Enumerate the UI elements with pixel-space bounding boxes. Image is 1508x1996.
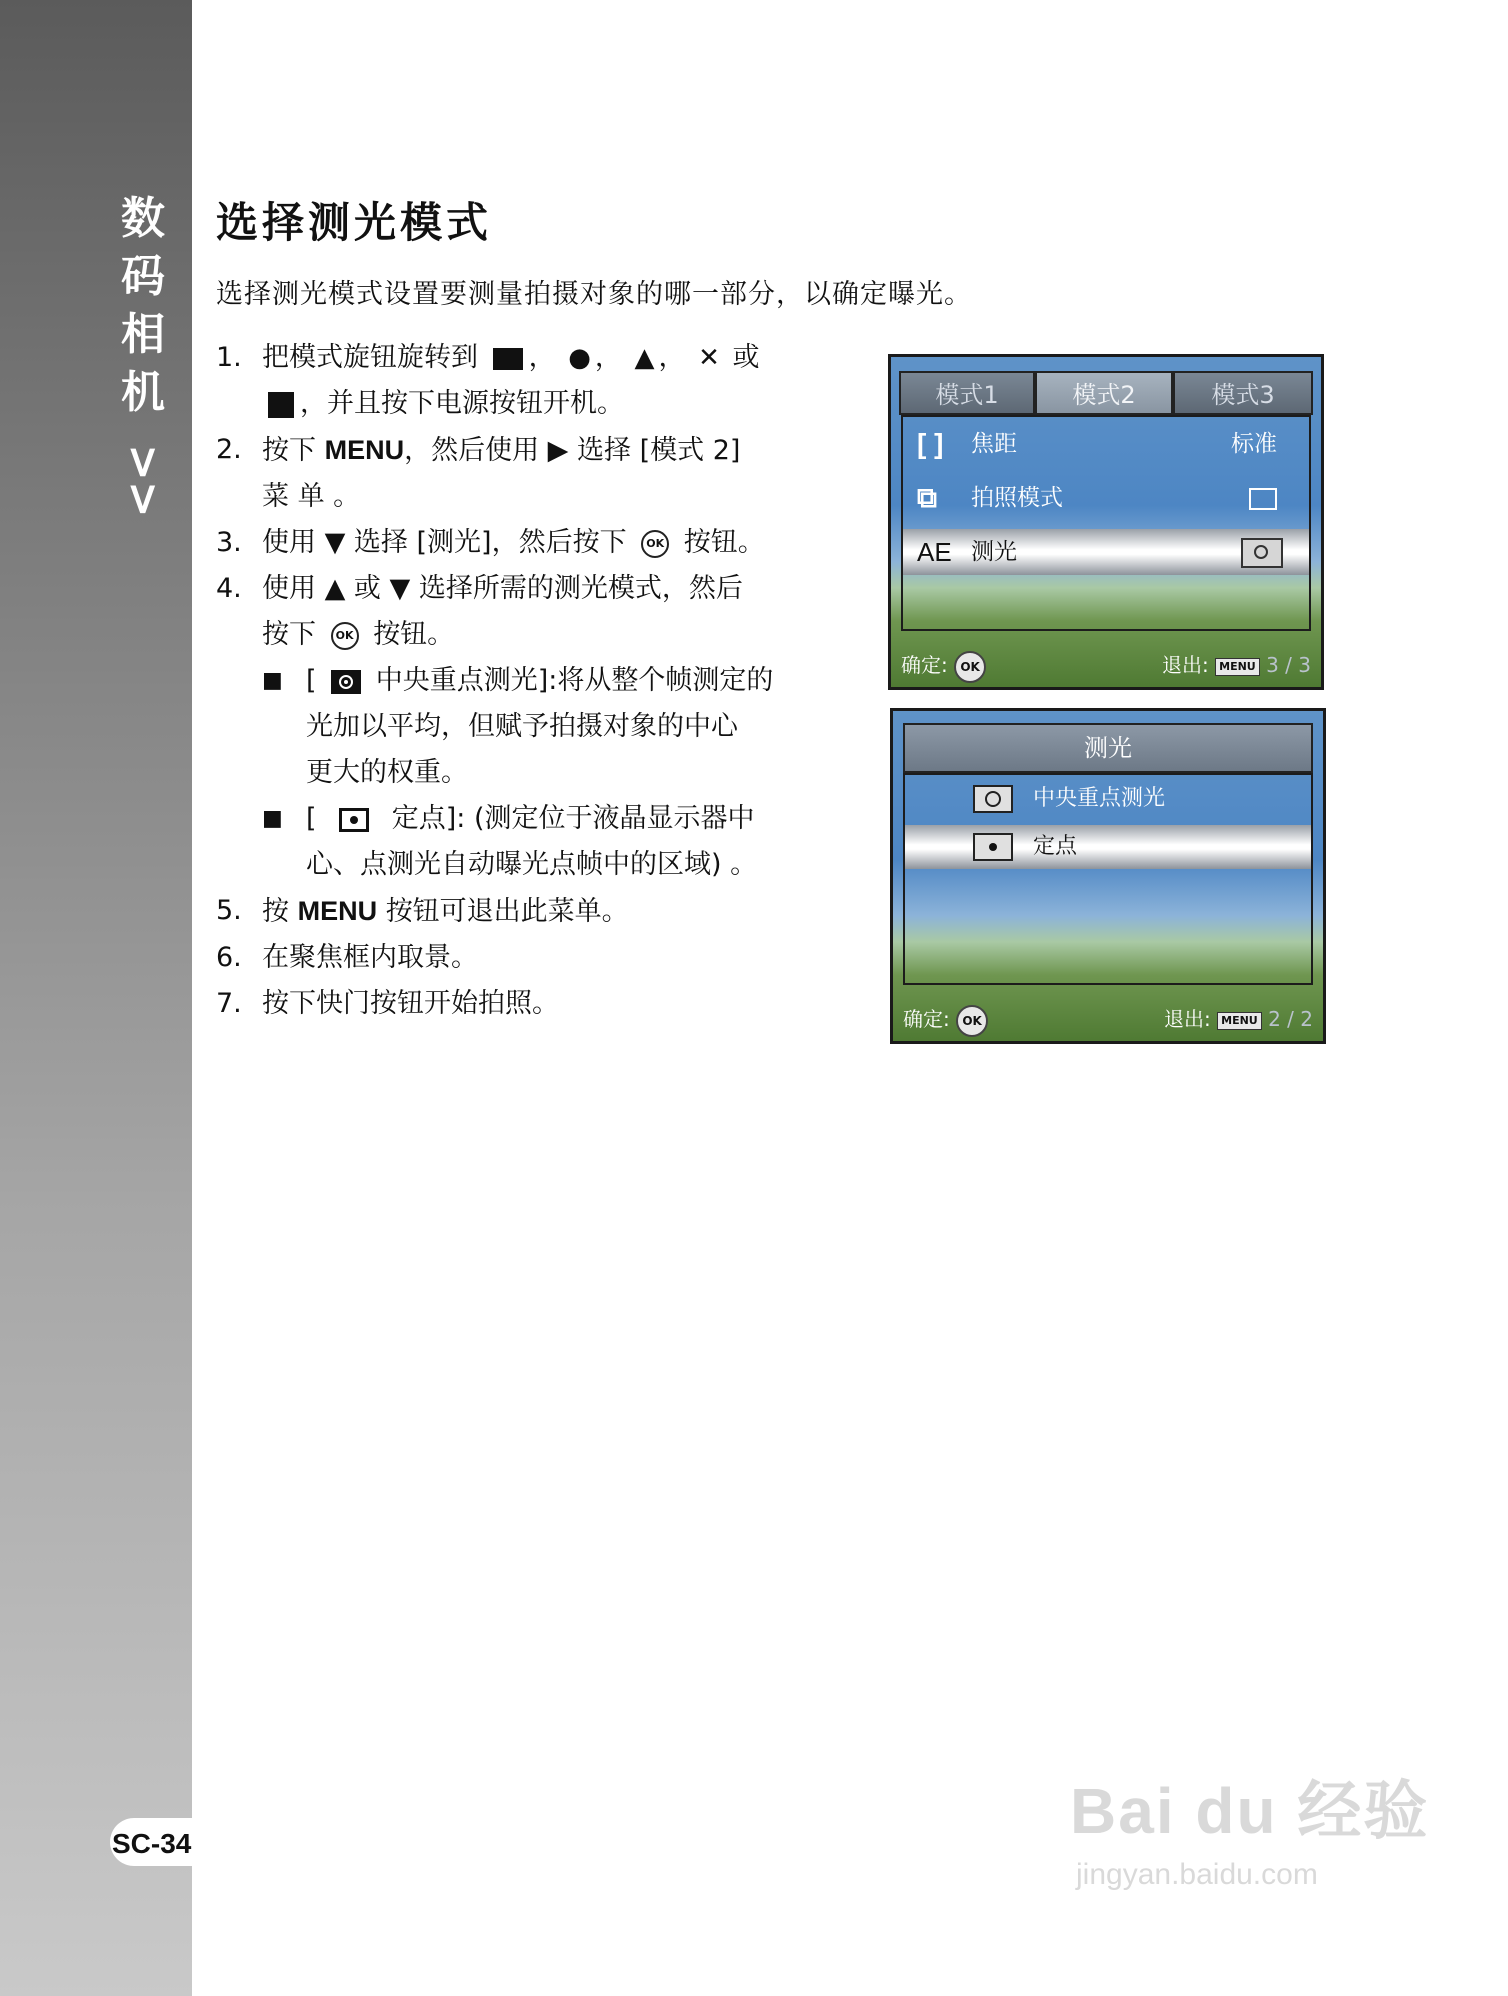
single-shot-icon (1249, 488, 1277, 510)
menu-key-icon: MENU (1217, 1012, 1262, 1030)
step-4: 4. 使用 ▲ 或 ▼ 选择所需的测光模式，然后 按下 OK 按钮。 (216, 573, 743, 650)
ok-button-icon: OK (331, 622, 359, 650)
capture-mode-icon: ⧉ (917, 482, 937, 513)
instruction-steps (216, 335, 826, 1027)
menu-item-metering[interactable]: AE 测光 (903, 529, 1309, 575)
camera-screen-mode2-menu (888, 354, 1324, 690)
tab-mode1[interactable]: 模式1 (899, 371, 1035, 415)
ok-button-icon: OK (956, 1005, 988, 1037)
menu-item-focus[interactable]: [ ] 焦距 标准 (903, 421, 1309, 467)
screen-footer: 确定: OK 退出: MENU 3 / 3 (891, 643, 1321, 687)
option-spot[interactable]: 定点 (905, 825, 1311, 869)
spot-metering-icon (339, 808, 369, 832)
baidu-watermark: Bai du 经验 jingyan.baidu.com (1070, 1775, 1430, 1891)
step-6: 6. 在聚焦框内取景。 (216, 942, 478, 973)
step-1: 1. 把模式旋钮旋转到 ， ● ， ▲ ， ✕ 或 ，并且按下电源按钮开机。 (216, 335, 826, 427)
bullet-spot: ■ [ 定点]: (测定位于液晶显示器中 心、点测光自动曝光点帧中的区域) 。 (262, 796, 826, 888)
landscape-mode-icon: ▲ (634, 343, 655, 373)
bullet-center-weighted: ■ [ 中央重点测光]:将从整个帧测定的 光加以平均，但赋予拍摄对象的中心 更大的权重。 (262, 658, 826, 796)
center-weighted-metering-icon (973, 785, 1013, 813)
ok-button-icon: OK (641, 530, 669, 558)
tab-mode3[interactable]: 模式3 (1173, 371, 1313, 415)
portrait-mode-icon: ● (568, 343, 591, 373)
tab-mode2[interactable]: 模式2 (1035, 371, 1173, 415)
screen-footer: 确定: OK 退出: MENU 2 / 2 (893, 997, 1323, 1041)
step-7: 7. 按下快门按钮开始拍照。 (216, 988, 559, 1019)
bullet-square-icon: ■ (262, 668, 283, 693)
bullet-square-icon: ■ (262, 806, 283, 831)
page-title: 选择测光模式 (216, 198, 493, 247)
option-center-weighted[interactable]: 中央重点测光 (905, 777, 1311, 821)
ae-icon: AE (917, 537, 952, 567)
program-mode-icon (493, 348, 523, 370)
page-number: SC-34 (112, 1828, 192, 1859)
submenu-title: 测光 (903, 723, 1313, 773)
center-weighted-metering-icon (331, 670, 361, 694)
camera-screen-metering-menu (890, 708, 1326, 1044)
center-weighted-metering-icon (1241, 538, 1283, 568)
menu-key-icon: MENU (1215, 658, 1260, 676)
focus-bracket-icon: [ ] (917, 428, 944, 459)
spot-metering-icon (973, 833, 1013, 861)
ok-button-icon: OK (954, 651, 986, 683)
sidebar-section-title: 数 码 相 机 >> (118, 190, 168, 498)
sports-mode-icon: ✕ (698, 343, 720, 373)
intro-text: 选择测光模式设置要测量拍摄对象的哪一部分，以确定曝光。 (216, 279, 972, 310)
step-5: 5. 按 MENU 按钮可退出此菜单。 (216, 895, 629, 927)
night-portrait-mode-icon (268, 392, 294, 418)
step-3: 3. 使用 ▼ 选择 [测光]，然后按下 OK 按钮。 (216, 527, 765, 558)
chevron-double-icon: >> (118, 444, 169, 518)
step-2: 2. 按下 MENU，然后使用 ▶ 选择 [模式 2] 菜 单 。 (216, 434, 741, 512)
menu-item-capture-mode[interactable]: ⧉ 拍照模式 (903, 475, 1309, 521)
